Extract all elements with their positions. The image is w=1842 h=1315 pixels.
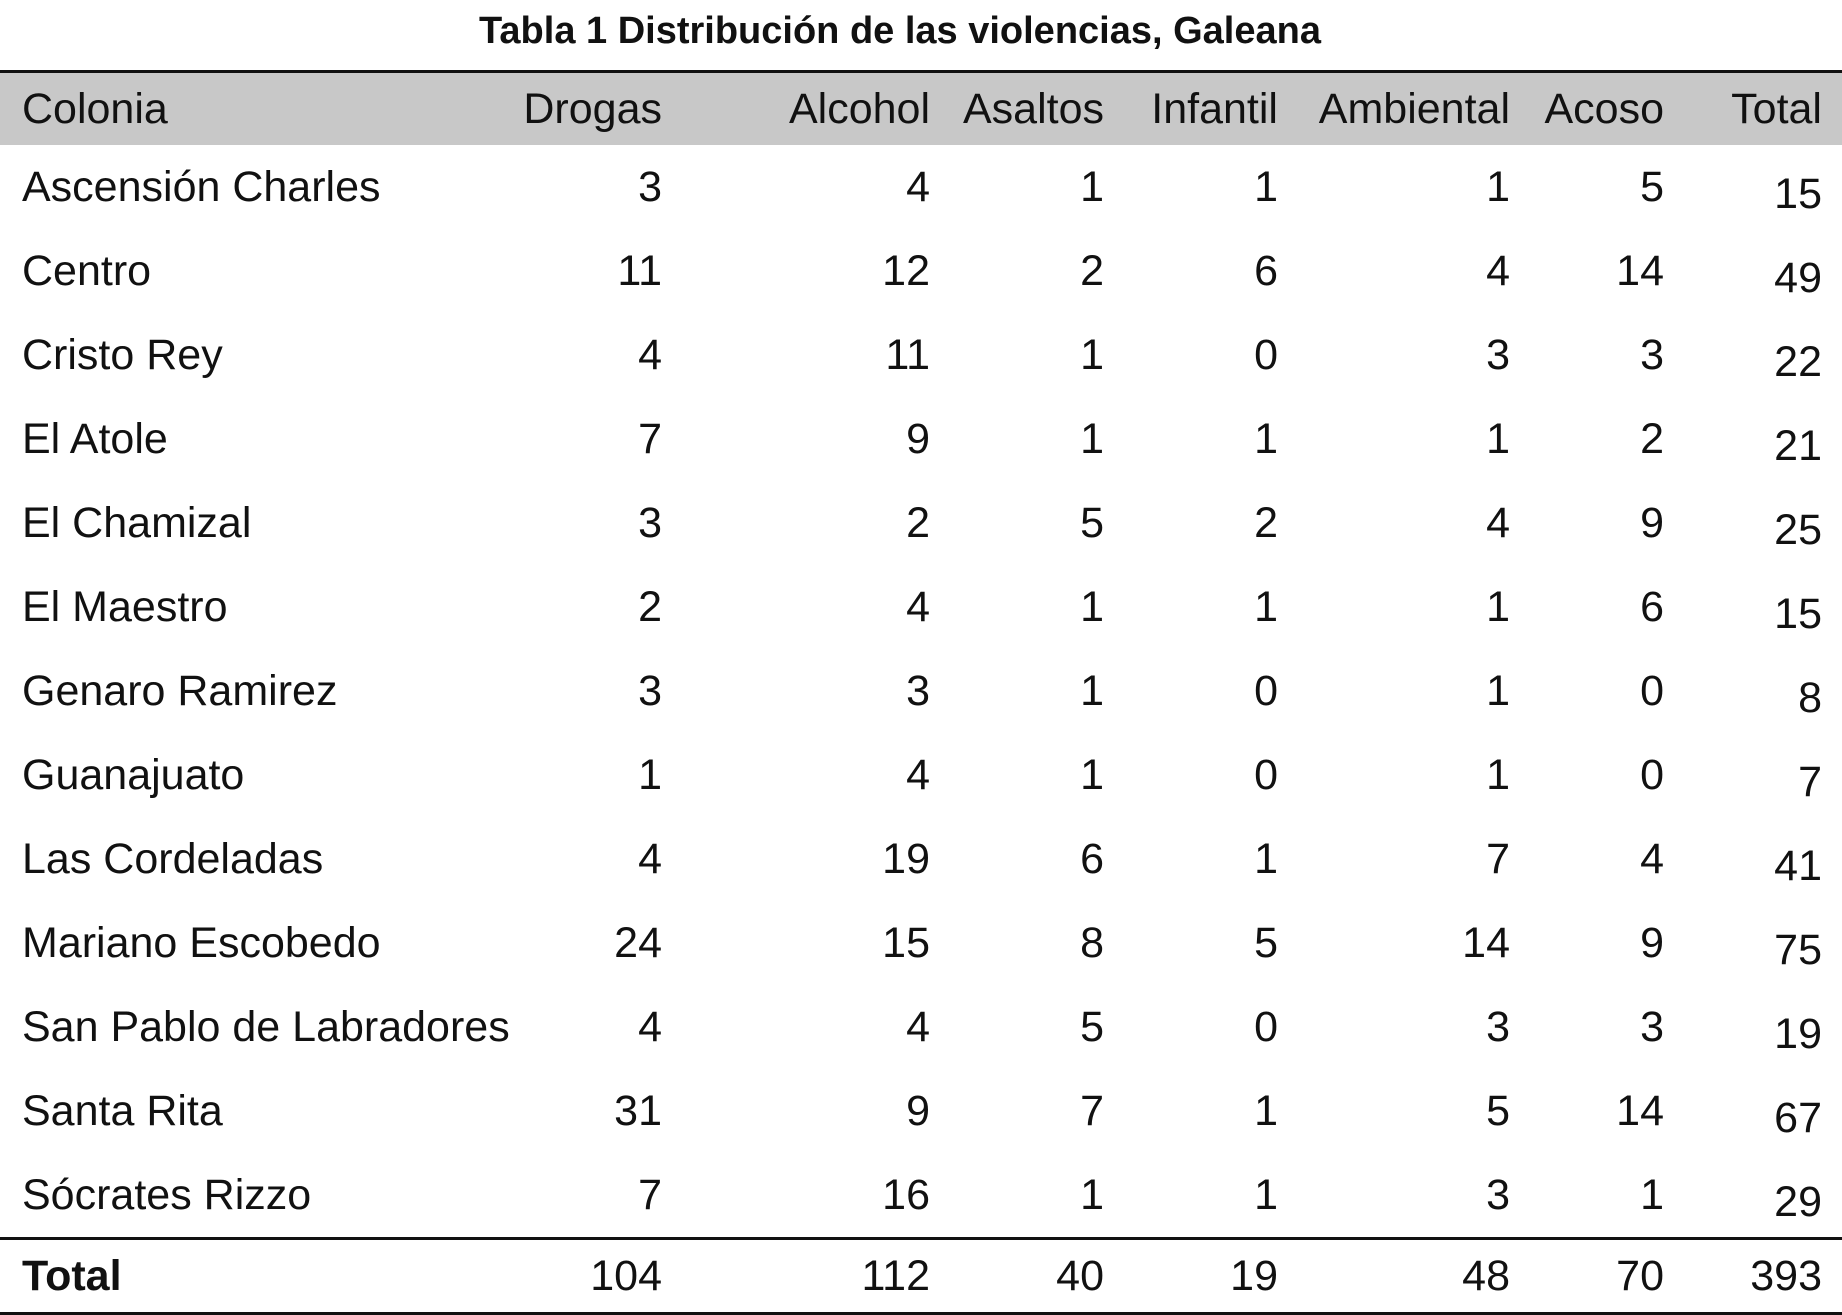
cell-colonia: El Chamizal	[22, 498, 252, 547]
cell-acoso: 1	[1640, 1170, 1664, 1219]
cell-infantil: 1	[1254, 1086, 1278, 1135]
cell-drogas: 24	[614, 918, 662, 967]
total-asaltos: 40	[1056, 1251, 1104, 1300]
cell-colonia: Las Cordeladas	[22, 834, 324, 883]
header-acoso: Acoso	[1544, 84, 1664, 133]
cell-asaltos: 7	[1080, 1086, 1104, 1135]
cell-acoso: 9	[1640, 918, 1664, 967]
cell-total: 49	[1774, 253, 1822, 302]
cell-total: 67	[1774, 1093, 1822, 1142]
cell-asaltos: 1	[1080, 162, 1104, 211]
cell-alcohol: 3	[906, 666, 930, 715]
cell-acoso: 14	[1616, 246, 1664, 295]
table-row	[0, 313, 1842, 397]
header-colonia: Colonia	[22, 84, 168, 133]
cell-drogas: 4	[638, 330, 662, 379]
cell-alcohol: 4	[906, 582, 930, 631]
header-alcohol: Alcohol	[788, 84, 930, 133]
cell-acoso: 0	[1640, 666, 1664, 715]
total-drogas: 104	[590, 1251, 662, 1300]
cell-drogas: 3	[638, 162, 662, 211]
header-total: Total	[1731, 84, 1822, 133]
total-alcohol: 112	[861, 1251, 930, 1300]
cell-ambiental: 14	[1462, 918, 1510, 967]
cell-asaltos: 5	[1080, 1002, 1104, 1051]
cell-colonia: Sócrates Rizzo	[22, 1170, 312, 1219]
cell-alcohol: 11	[885, 330, 930, 379]
cell-colonia: Centro	[22, 246, 152, 295]
cell-asaltos: 1	[1080, 666, 1104, 715]
cell-acoso: 4	[1640, 834, 1664, 883]
cell-total: 19	[1774, 1009, 1822, 1058]
cell-drogas: 1	[638, 750, 662, 799]
cell-ambiental: 1	[1486, 162, 1510, 211]
table-row	[0, 229, 1842, 313]
cell-ambiental: 1	[1486, 582, 1510, 631]
cell-infantil: 0	[1254, 1002, 1278, 1051]
table-row	[0, 817, 1842, 901]
header-infantil: Infantil	[1151, 84, 1278, 133]
table-row	[0, 985, 1842, 1069]
cell-alcohol: 4	[906, 162, 930, 211]
table-row	[0, 649, 1842, 733]
cell-acoso: 3	[1640, 1002, 1664, 1051]
table-row	[0, 901, 1842, 985]
cell-asaltos: 8	[1080, 918, 1104, 967]
cell-infantil: 1	[1254, 1170, 1278, 1219]
cell-asaltos: 1	[1080, 750, 1104, 799]
header-ambiental: Ambiental	[1318, 84, 1510, 133]
cell-acoso: 14	[1616, 1086, 1664, 1135]
cell-ambiental: 3	[1486, 1170, 1510, 1219]
table-row	[0, 145, 1842, 229]
header-asaltos: Asaltos	[962, 84, 1104, 133]
header-drogas: Drogas	[523, 84, 662, 133]
cell-infantil: 0	[1254, 666, 1278, 715]
table-title: Tabla 1 Distribución de las violencias, Galeana	[479, 10, 1321, 52]
cell-drogas: 7	[638, 1170, 662, 1219]
cell-alcohol: 19	[882, 834, 930, 883]
cell-alcohol: 2	[906, 498, 930, 547]
cell-alcohol: 16	[882, 1170, 930, 1219]
cell-drogas: 11	[617, 246, 662, 295]
table-row	[0, 733, 1842, 817]
cell-ambiental: 3	[1486, 1002, 1510, 1051]
table-row	[0, 397, 1842, 481]
totals-label: Total	[22, 1251, 122, 1300]
table-body	[0, 145, 1842, 1239]
cell-total: 41	[1774, 841, 1822, 890]
cell-colonia: El Atole	[22, 414, 168, 463]
cell-infantil: 1	[1254, 162, 1278, 211]
table-container	[0, 70, 1822, 1315]
cell-infantil: 5	[1254, 918, 1278, 967]
cell-acoso: 9	[1640, 498, 1664, 547]
cell-colonia: Genaro Ramirez	[22, 666, 338, 715]
cell-total: 8	[1798, 673, 1822, 722]
cell-total: 29	[1774, 1177, 1822, 1226]
cell-asaltos: 1	[1080, 582, 1104, 631]
table-row	[0, 1069, 1842, 1153]
cell-ambiental: 1	[1486, 414, 1510, 463]
cell-drogas: 4	[638, 1002, 662, 1051]
totals-row	[0, 1239, 1842, 1314]
cell-asaltos: 1	[1080, 1170, 1104, 1219]
table-row	[0, 565, 1842, 649]
cell-alcohol: 15	[882, 918, 930, 967]
cell-total: 15	[1774, 169, 1822, 218]
header-row	[0, 72, 1842, 146]
cell-colonia: Ascensión Charles	[22, 162, 381, 211]
cell-colonia: Cristo Rey	[22, 330, 223, 379]
cell-ambiental: 7	[1486, 834, 1510, 883]
cell-alcohol: 4	[906, 1002, 930, 1051]
cell-total: 22	[1774, 337, 1822, 386]
cell-ambiental: 1	[1486, 750, 1510, 799]
cell-acoso: 3	[1640, 330, 1664, 379]
cell-infantil: 0	[1254, 750, 1278, 799]
cell-drogas: 2	[638, 582, 662, 631]
table-footer	[0, 1239, 1842, 1314]
cell-colonia: Mariano Escobedo	[22, 918, 381, 967]
cell-drogas: 31	[614, 1086, 662, 1135]
violence-distribution-table	[0, 70, 1842, 1315]
cell-asaltos: 2	[1080, 246, 1104, 295]
table-header	[0, 72, 1842, 146]
cell-colonia: El Maestro	[22, 582, 228, 631]
cell-total: 75	[1774, 925, 1822, 974]
total-infantil: 19	[1230, 1251, 1278, 1300]
cell-alcohol: 9	[906, 414, 930, 463]
cell-infantil: 6	[1254, 246, 1278, 295]
cell-colonia: Guanajuato	[22, 750, 245, 799]
cell-total: 21	[1774, 421, 1822, 470]
cell-asaltos: 1	[1080, 330, 1104, 379]
cell-alcohol: 12	[882, 246, 930, 295]
cell-alcohol: 9	[906, 1086, 930, 1135]
cell-alcohol: 4	[906, 750, 930, 799]
cell-asaltos: 1	[1080, 414, 1104, 463]
cell-ambiental: 5	[1486, 1086, 1510, 1135]
cell-infantil: 1	[1254, 582, 1278, 631]
cell-acoso: 2	[1640, 414, 1664, 463]
cell-colonia: San Pablo de Labradores	[22, 1002, 510, 1051]
cell-ambiental: 4	[1486, 246, 1510, 295]
total-acoso: 70	[1616, 1251, 1664, 1300]
cell-total: 25	[1774, 505, 1822, 554]
cell-infantil: 0	[1254, 330, 1278, 379]
table-row	[0, 1153, 1842, 1239]
cell-asaltos: 5	[1080, 498, 1104, 547]
cell-infantil: 2	[1254, 498, 1278, 547]
cell-total: 7	[1798, 757, 1822, 806]
cell-drogas: 7	[638, 414, 662, 463]
cell-ambiental: 4	[1486, 498, 1510, 547]
cell-infantil: 1	[1254, 834, 1278, 883]
cell-acoso: 5	[1640, 162, 1664, 211]
total-ambiental: 48	[1462, 1251, 1510, 1300]
cell-drogas: 3	[638, 666, 662, 715]
table-row	[0, 481, 1842, 565]
cell-acoso: 6	[1640, 582, 1664, 631]
cell-drogas: 4	[638, 834, 662, 883]
cell-infantil: 1	[1254, 414, 1278, 463]
cell-asaltos: 6	[1080, 834, 1104, 883]
cell-total: 15	[1774, 589, 1822, 638]
cell-drogas: 3	[638, 498, 662, 547]
cell-acoso: 0	[1640, 750, 1664, 799]
cell-ambiental: 1	[1486, 666, 1510, 715]
cell-ambiental: 3	[1486, 330, 1510, 379]
cell-colonia: Santa Rita	[22, 1086, 223, 1135]
total-total: 393	[1750, 1251, 1822, 1300]
